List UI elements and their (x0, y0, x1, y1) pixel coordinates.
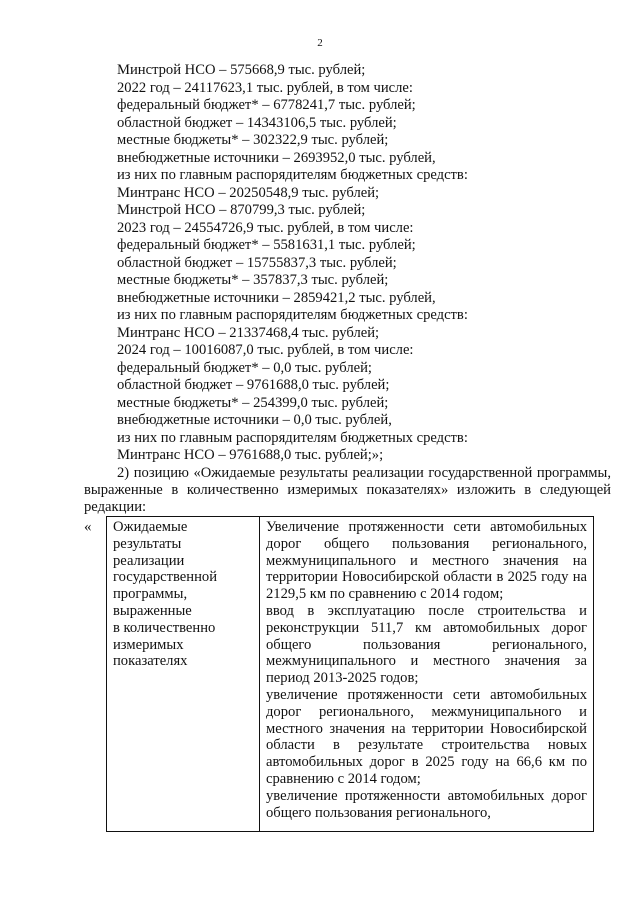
text-line: Минтранс НСО – 9761688,0 тыс. рублей;»; (117, 447, 384, 463)
text-line: внебюджетные источники – 2693952,0 тыс. рублей, (117, 149, 436, 166)
text-line: из них по главным распорядителям бюджетных средств: (117, 307, 468, 323)
text-line: Минтранс НСО – 21337468,4 тыс. рублей; (117, 324, 380, 341)
funding-lines (117, 62, 612, 465)
text-line: 2022 год – 24117623,1 тыс. рублей, в том числе: (117, 79, 413, 96)
table-row (107, 517, 594, 832)
text-line: внебюджетные источники – 2859421,2 тыс. рублей, (117, 289, 436, 306)
text-line: областной бюджет – 14343106,5 тыс. рублей; (117, 114, 397, 131)
text-line: федеральный бюджет* – 5581631,1 тыс. рублей; (117, 237, 416, 253)
text-line: из них по главным распорядителям бюджетных средств: (117, 167, 468, 183)
label-line: показателях (113, 653, 188, 670)
text-line: местные бюджеты* – 254399,0 тыс. рублей; (117, 394, 389, 411)
page-number: 2 (317, 37, 323, 49)
results-table (106, 516, 594, 832)
text-line: 2024 год – 10016087,0 тыс. рублей, в том числе: (117, 342, 414, 358)
text-line: федеральный бюджет* – 0,0 тыс. рублей; (117, 359, 372, 376)
label-line: программы, (113, 586, 188, 603)
text-line: областной бюджет – 9761688,0 тыс. рублей; (117, 377, 390, 393)
result-item: увеличение протяженности сети автомобильных дорог регионального, межмуниципального и местного значения на территории Новосибирской области в результате строительства новых автомобильных дорог в 2025 году на 66,6 км по сравнению с 2014 годом; (266, 686, 587, 787)
content-cell (260, 517, 594, 832)
label-line: измеримых (113, 636, 184, 653)
result-item: ввод в эксплуатацию после строительства и реконструкции 511,7 км автомобильных дорог общего пользования регионального, межмуниципального и местного значения за период 2013-2025 годов; (266, 602, 587, 687)
text-line: областной бюджет – 15755837,3 тыс. рублей; (117, 254, 397, 271)
label-line: реализации (113, 552, 185, 569)
text-line: местные бюджеты* – 302322,9 тыс. рублей; (117, 132, 389, 148)
text-line: местные бюджеты* – 357837,3 тыс. рублей; (117, 272, 389, 288)
text-line: Минстрой НСО – 870799,3 тыс. рублей; (117, 202, 366, 218)
text-line: внебюджетные источники – 0,0 тыс. рублей, (117, 412, 392, 428)
amendment-paragraph: 2) позицию «Ожидаемые результаты реализации государственной программы, выраженные в количественно измеримых показателях» изложить в следующей редакции: (84, 465, 611, 515)
result-item: Увеличение протяженности сети автомобильных дорог общего пользования регионального, межмуниципального и местного значения на территории Новосибирской области в 2025 году на 2129,5 км по сравнению с 2014 годом; (266, 519, 587, 603)
label-line: в количественно (113, 619, 216, 636)
result-item: увеличение протяженности автомобильных дорог общего пользования регионального, (266, 787, 587, 821)
text-line: федеральный бюджет* – 6778241,7 тыс. рублей; (117, 97, 416, 113)
label-line: государственной (113, 569, 218, 586)
label-cell (107, 517, 260, 832)
text-line: Минтранс НСО – 20250548,9 тыс. рублей; (117, 184, 380, 201)
text-line: из них по главным распорядителям бюджетных средств: (117, 429, 468, 446)
label-line: выраженные (113, 602, 192, 619)
label-line: Ожидаемые (113, 519, 188, 535)
text-line: 2023 год – 24554726,9 тыс. рублей, в том числе: (117, 219, 414, 236)
text-line: Минстрой НСО – 575668,9 тыс. рублей; (117, 62, 366, 78)
opening-quote: « (84, 519, 92, 535)
label-line: результаты (113, 535, 182, 552)
